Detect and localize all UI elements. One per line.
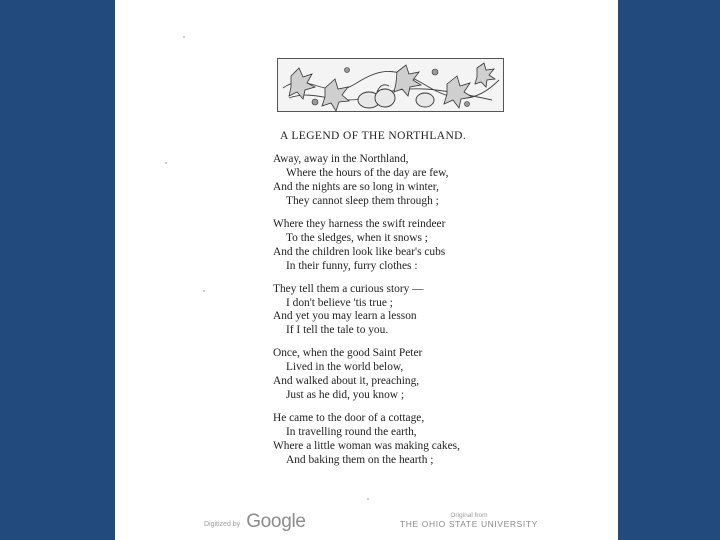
poem-line: They tell them a curious story — (273, 282, 424, 295)
poem-line: Where the hours of the day are few, (286, 166, 449, 179)
poem-line: And walked about it, preaching, (273, 375, 420, 388)
poem-line: And the children look like bear's cubs (273, 245, 446, 258)
poem-line: Away, away in the Northland, (273, 153, 409, 165)
poem-line: To the sledges, when it snows ; (286, 231, 428, 244)
book-page (115, 0, 618, 540)
google-logo: Google (246, 511, 306, 532)
paper-speck (165, 162, 167, 164)
poem-line: Where they harness the swift reindeer (273, 217, 446, 230)
paper-speck (367, 498, 369, 500)
stanza (273, 347, 563, 403)
poem-line: And the nights are so long in winter, (273, 180, 439, 193)
poem-line: And baking them on the hearth ; (286, 453, 434, 466)
poem-line: He came to the door of a cottage, (273, 412, 425, 425)
poem-line: They cannot sleep them through ; (286, 194, 439, 207)
poem-line: In travelling round the earth, (286, 426, 417, 439)
paper-speck (203, 290, 205, 292)
leaf-vine-ornament-icon (277, 58, 504, 112)
poem-line: Just as he did, you know ; (286, 389, 405, 402)
poem-line: Once, when the good Saint Peter (273, 347, 423, 360)
paper-speck (183, 36, 185, 38)
poem-line: And yet you may learn a lesson (273, 310, 417, 323)
stanza (273, 153, 563, 209)
poem-line: Lived in the world below, (286, 361, 404, 374)
poem-body (273, 153, 563, 477)
stanza (273, 412, 563, 468)
poem-line: In their funny, furry clothes : (286, 259, 418, 272)
original-from-label: Original from (450, 512, 488, 519)
source-watermark (400, 512, 538, 529)
digitized-label: Digitized by (204, 520, 241, 528)
university-label: THE OHIO STATE UNIVERSITY (400, 519, 538, 529)
stanza (273, 283, 563, 339)
stanza (273, 218, 563, 274)
poem-title: A LEGEND OF THE NORTHLAND. (280, 130, 467, 142)
poem-line: If I tell the tale to you. (286, 324, 389, 337)
digitized-watermark (204, 511, 306, 533)
poem-line: Where a little woman was making cakes, (273, 440, 460, 453)
poem-line: I don't believe 'tis true ; (286, 296, 393, 309)
